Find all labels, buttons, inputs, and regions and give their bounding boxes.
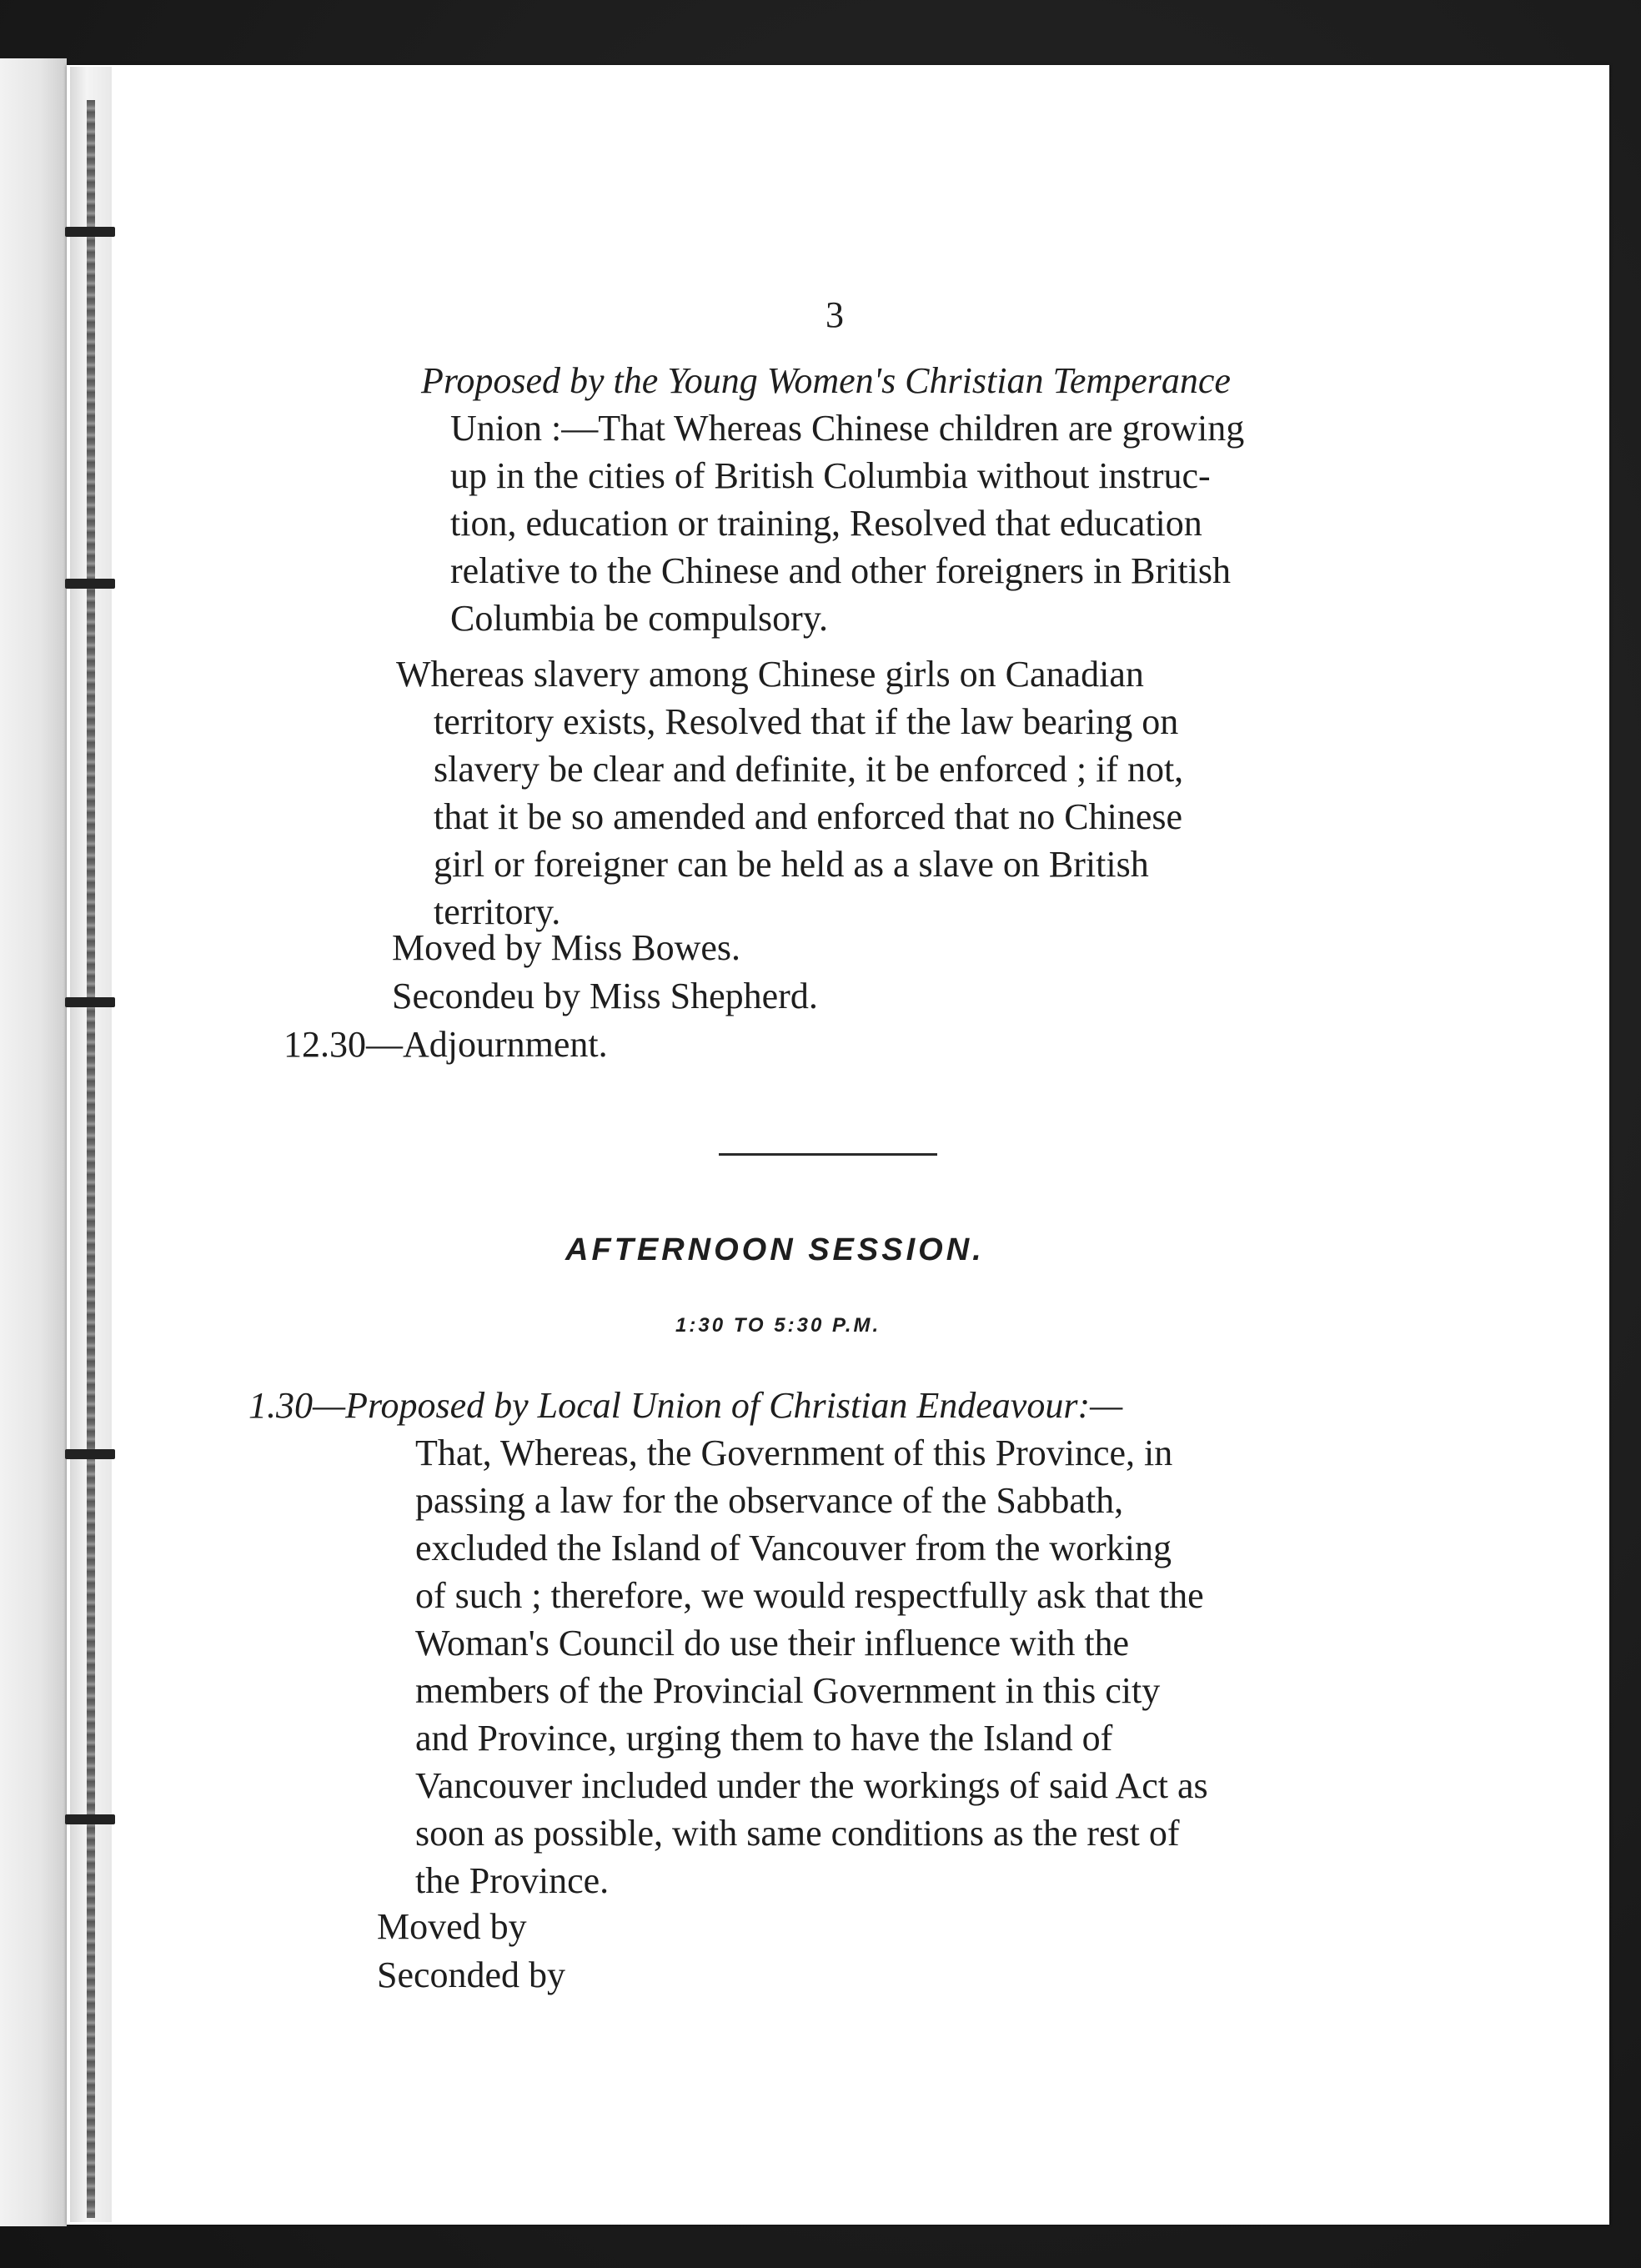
resolution-line: that it be so amended and enforced that no Chinese bbox=[434, 796, 1183, 837]
resolution-line: slavery be clear and definite, it be enforced ; if not, bbox=[434, 749, 1184, 790]
resolution-line: soon as possible, with same conditions as the rest of bbox=[415, 1813, 1180, 1854]
resolution-line: and Province, urging them to have the Island of bbox=[415, 1718, 1113, 1759]
resolution-line: Whereas slavery among Chinese girls on Canadian bbox=[396, 654, 1144, 695]
resolution-line: passing a law for the observance of the Sabbath, bbox=[415, 1480, 1124, 1521]
resolution-ywcta bbox=[421, 357, 1388, 642]
resolution-line: members of the Provincial Government in this city bbox=[415, 1670, 1161, 1711]
resolution-line: 1.30—Proposed by Local Union of Christian Endeavour:— bbox=[248, 1385, 1123, 1426]
resolution-line: Columbia be compulsory. bbox=[450, 598, 828, 639]
resolution-line: territory. bbox=[434, 891, 561, 932]
binding-stitch bbox=[65, 997, 115, 1007]
resolution-line: Woman's Council do use their influence with the bbox=[415, 1623, 1130, 1663]
resolution-line: the Province. bbox=[415, 1860, 610, 1901]
resolution-line: territory exists, Resolved that if the law bearing on bbox=[434, 701, 1179, 742]
resolution-line: That, Whereas, the Government of this Province, in bbox=[415, 1433, 1173, 1473]
moved-by: Moved by Miss Bowes. bbox=[392, 927, 741, 968]
binding-stitch bbox=[65, 1449, 115, 1459]
page-number: 3 bbox=[826, 294, 844, 335]
binding-stitch bbox=[65, 579, 115, 589]
resolution-line: tion, education or training, Resolved that education bbox=[450, 503, 1202, 544]
section-divider bbox=[719, 1153, 937, 1156]
resolution-sabbath bbox=[248, 1382, 1399, 1904]
adjournment-entry: 12.30—Adjournment. bbox=[284, 1024, 608, 1065]
binding-thread bbox=[87, 100, 95, 2218]
resolution-line: Proposed by the Young Women's Christian Temperance bbox=[421, 360, 1231, 401]
resolution-line: girl or foreigner can be held as a slave on British bbox=[434, 844, 1149, 885]
binding-stitch bbox=[65, 227, 115, 237]
session-heading: AFTERNOON SESSION. bbox=[565, 1232, 985, 1267]
resolution-line: relative to the Chinese and other foreigners in British bbox=[450, 550, 1231, 591]
resolution-slavery bbox=[396, 650, 1397, 936]
session-time: 1:30 TO 5:30 P.M. bbox=[675, 1314, 881, 1337]
left-page-edge bbox=[0, 58, 67, 2226]
seconded-by: Seconded by bbox=[377, 1954, 566, 1995]
moved-by: Moved by bbox=[377, 1906, 527, 1947]
resolution-line: Union :—That Whereas Chinese children are growing bbox=[450, 408, 1245, 449]
binding-stitch bbox=[65, 1814, 115, 1824]
resolution-line: of such ; therefore, we would respectfully ask that the bbox=[415, 1575, 1204, 1616]
resolution-line: Vancouver included under the workings of said Act as bbox=[415, 1765, 1208, 1806]
resolution-line: up in the cities of British Columbia without instruc- bbox=[450, 455, 1211, 496]
seconded-by: Secondeu by Miss Shepherd. bbox=[392, 976, 818, 1016]
resolution-line: excluded the Island of Vancouver from the working bbox=[415, 1528, 1172, 1568]
